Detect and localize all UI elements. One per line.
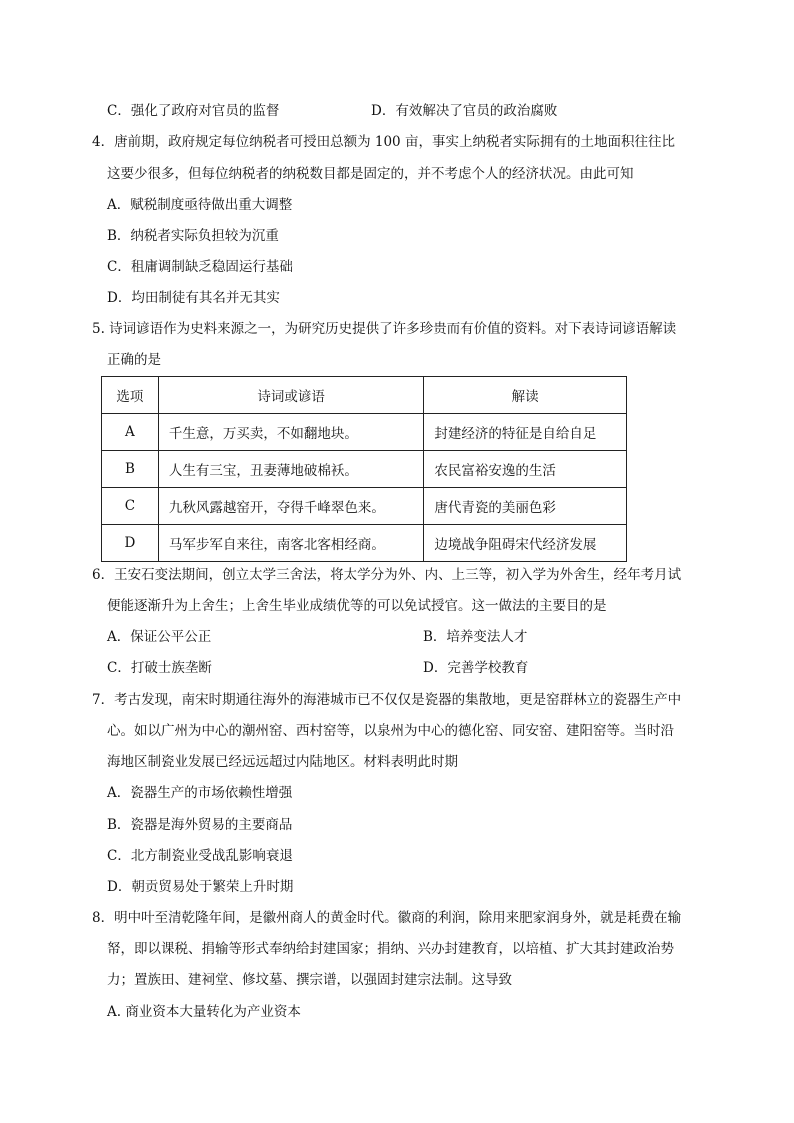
q4-option-a: A．赋税制度亟待做出重大调整	[107, 197, 293, 213]
q4-option-d: D．均田制徒有其名并无其实	[107, 290, 280, 306]
q8-stem-line1: 8．明中叶至清乾隆年间，是徽州商人的黄金时代。徽商的利润，除用来肥家润身外，就是耗费在输	[92, 910, 682, 926]
q7-option-a: A．瓷器生产的市场依赖性增强	[107, 785, 293, 801]
q4-stem-line2: 这要少很多，但每位纳税者的纳税数目都是固定的，并不考虑个人的经济状况。由此可知	[107, 166, 634, 182]
q3-option-c: C．强化了政府对官员的监督	[107, 103, 280, 119]
q6-stem-line2: 便能逐渐升为上舍生；上舍生毕业成绩优等的可以免试授官。这一做法的主要目的是	[107, 598, 607, 614]
q7-option-b: B．瓷器是海外贸易的主要商品	[107, 817, 293, 833]
table-header-row	[102, 377, 627, 414]
table-cell-interpretation: 边境战争阻碍宋代经济发展	[424, 525, 627, 562]
q7-stem-line3: 海地区制瓷业发展已经远远超过内陆地区。材料表明此时期	[107, 754, 458, 770]
q4-option-c: C．租庸调制缺乏稳固运行基础	[107, 259, 293, 275]
q8-stem-line2: 帑，即以课税、捐输等形式奉纳给封建国家；捐纳、兴办封建教育，以培植、扩大其封建政治势	[107, 941, 674, 957]
q6-option-c: C．打破士族垄断	[107, 660, 212, 676]
table-cell-option: A	[102, 414, 159, 451]
q7-stem-line1: 7．考古发现，南宋时期通往海外的海港城市已不仅仅是瓷器的集散地，更是窑群林立的瓷器生产中	[92, 692, 682, 708]
table-row	[102, 488, 627, 525]
table-header-interpretation: 解读	[424, 377, 627, 414]
q8-option-a: A. 商业资本大量转化为产业资本	[107, 1004, 301, 1020]
table-header-verse: 诗词或谚语	[158, 377, 424, 414]
q6-stem-line1: 6．王安石变法期间，创立太学三舍法，将太学分为外、内、上三等，初入学为外舍生，经年考月试	[92, 567, 682, 583]
table-cell-interpretation: 封建经济的特征是自给自足	[424, 414, 627, 451]
q7-option-d: D．朝贡贸易处于繁荣上升时期	[107, 879, 294, 895]
q4-option-b: B．纳税者实际负担较为沉重	[107, 228, 279, 244]
table-cell-verse: 九秋风露越窑开，夺得千峰翠色来。	[158, 488, 424, 525]
q8-stem-line3: 力；置族田、建祠堂、修坟墓、撰宗谱，以强固封建宗法制。这导致	[107, 972, 512, 988]
table-cell-option: C	[102, 488, 159, 525]
table-header-option: 选项	[102, 377, 159, 414]
q3-option-d: D．有效解决了官员的政治腐败	[371, 103, 558, 119]
table-row	[102, 525, 627, 562]
q7-option-c: C．北方制瓷业受战乱影响衰退	[107, 848, 293, 864]
q5-stem-line2: 正确的是	[107, 352, 161, 368]
q7-stem-line2: 心。如以广州为中心的潮州窑、西村窑等，以泉州为中心的德化窑、同安窑、建阳窑等。当时沿	[107, 723, 674, 739]
table-row	[102, 451, 627, 488]
table-cell-option: D	[102, 525, 159, 562]
q5-table	[101, 376, 627, 562]
table-cell-interpretation: 唐代青瓷的美丽色彩	[424, 488, 627, 525]
q6-option-b: B．培养变法人才	[423, 629, 528, 645]
q4-stem-line1: 4．唐前期，政府规定每位纳税者可授田总额为 100 亩，事实上纳税者实际拥有的土地面积往往比	[92, 134, 675, 150]
q6-option-a: A．保证公平公正	[107, 629, 212, 645]
table-cell-verse: 千生意，万买卖，不如翻地块。	[158, 414, 424, 451]
table-row	[102, 414, 627, 451]
table-cell-option: B	[102, 451, 159, 488]
table-cell-verse: 马军步军自来往，南客北客相经商。	[158, 525, 424, 562]
q5-stem-line1: 5. 诗词谚语作为史料来源之一，为研究历史提供了许多珍贵而有价值的资料。对下表诗词谚语解读	[92, 321, 677, 337]
table-cell-interpretation: 农民富裕安逸的生活	[424, 451, 627, 488]
table-cell-verse: 人生有三宝，丑妻薄地破棉袄。	[158, 451, 424, 488]
q6-option-d: D．完善学校教育	[423, 660, 529, 676]
